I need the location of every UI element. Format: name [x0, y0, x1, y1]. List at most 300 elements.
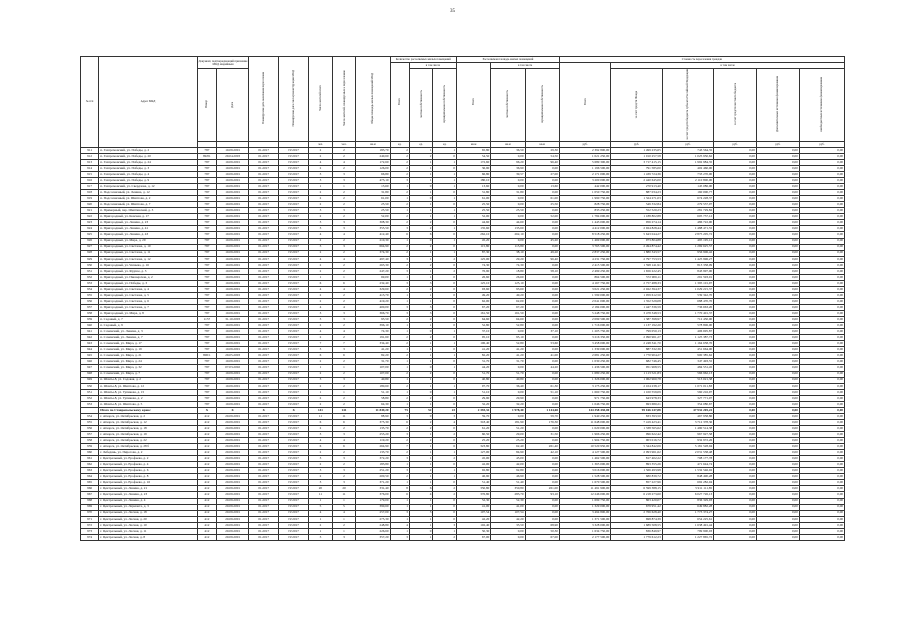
table-cell: 93,10: [525, 492, 559, 498]
table-cell: 0,00: [714, 202, 757, 208]
table-cell: п. Пригородный, ул. Ленина, д. 41: [99, 226, 198, 232]
table-cell: 4: [309, 329, 333, 335]
table-cell: 0,00: [714, 220, 757, 226]
table-cell: 3 021 250,00: [559, 286, 610, 292]
table-cell: IV.2017: [279, 401, 309, 407]
table-cell: 412: [197, 486, 216, 492]
table-cell: 864 500,00: [559, 274, 610, 280]
table-cell: 0,00: [799, 317, 844, 323]
table-cell: п. Пригородный, ул. Победы, д. 3: [99, 280, 198, 286]
table-cell: 4: [309, 510, 333, 516]
table-cell: 787: [197, 335, 216, 341]
table-cell: г. Центральный, ул. Лермонта, д. 3: [99, 504, 198, 510]
table-cell: 0,00: [525, 456, 559, 462]
table-cell: 2: [332, 153, 356, 159]
table-cell: IV.2017: [279, 335, 309, 341]
table-cell: 20.09.2001: [217, 456, 249, 462]
table-cell: 6: [390, 232, 409, 238]
table-cell: г. Аткарск, ул. Октябрьская, д. 19: [99, 432, 198, 438]
header-doc-date: Дата: [230, 101, 235, 108]
table-cell: 2: [332, 371, 356, 377]
table-cell: г. Центральный, ул. Лесная, д. 11: [99, 528, 198, 534]
table-cell: 0: [433, 401, 457, 407]
table-cell: 125,10: [457, 280, 491, 286]
table-cell: 937: [81, 305, 99, 311]
table-cell: 2: [433, 256, 457, 262]
table-cell: 2: [390, 171, 409, 177]
table-cell: 0,00: [799, 305, 844, 311]
table-cell: 1 021 250,00: [559, 153, 610, 159]
table-cell: 52,80: [457, 323, 491, 329]
table-cell: 01.2017: [249, 178, 279, 184]
table-cell: 01.2017: [249, 353, 279, 359]
table-cell: 01.2017: [249, 341, 279, 347]
table-cell: 0,00: [525, 395, 559, 401]
table-cell: 65,80: [457, 147, 491, 153]
table-cell: 107,00: [356, 371, 390, 377]
table-cell: 0,00: [799, 480, 844, 486]
table-cell: 442 000,00: [559, 184, 610, 190]
table-cell: п. Пригородный, ул. Светлова, д. 7: [99, 305, 198, 311]
table-cell: 412: [197, 504, 216, 510]
table-cell: г. Аткарск, ул. Октябрьская, д. 18: [99, 425, 198, 431]
table-cell: п. Пригородный, ул. Светлова, д. 11: [99, 250, 198, 256]
table-cell: 371,20: [356, 480, 390, 486]
table-cell: 0,00: [799, 516, 844, 522]
table-cell: 01.2017: [249, 280, 279, 286]
table-cell: IV.2017: [279, 444, 309, 450]
table-cell: 51,10: [525, 389, 559, 395]
table-cell: 947: [81, 365, 99, 371]
table-cell: 270 913,40: [611, 184, 662, 190]
table-cell: 1 716 000,00: [559, 323, 610, 329]
table-cell: 20.09.2001: [217, 474, 249, 480]
table-cell: 0: [433, 462, 457, 468]
table-cell: IV.2017: [279, 359, 309, 365]
table-cell: 275,30: [356, 516, 390, 522]
table-cell: 10.09.2001: [217, 196, 249, 202]
table-cell: 0,00: [714, 292, 757, 298]
table-cell: X: [217, 407, 249, 413]
table-cell: 374,30: [356, 250, 390, 256]
table-cell: 1 100 559,09: [611, 389, 662, 395]
table-cell: г. Аткарск, ул. Октябрьская, д. 12: [99, 419, 198, 425]
table-cell: 01.2017: [249, 214, 279, 220]
table-cell: 1: [433, 353, 457, 359]
table-cell: 1: [409, 323, 433, 329]
table-cell: 1: [433, 238, 457, 244]
table-cell: 933: [81, 280, 99, 286]
table-cell: 106,40: [457, 341, 491, 347]
table-cell: 3: [409, 311, 433, 317]
table-cell: 232,40: [356, 280, 390, 286]
table-cell: 1 125 387,73: [662, 335, 713, 341]
table-cell: 912: [81, 153, 99, 159]
table-cell: 0,00: [756, 232, 799, 238]
table-cell: 0,00: [799, 323, 844, 329]
table-cell: 1: [409, 377, 433, 383]
table-cell: 1 904 750,00: [559, 438, 610, 444]
table-cell: 41,00: [457, 504, 491, 510]
table-cell: 6 027 726,13: [662, 492, 713, 498]
table-cell: 247,20: [356, 268, 390, 274]
table-cell: 01.2017: [249, 153, 279, 159]
table-cell: 2: [309, 323, 333, 329]
table-cell: 0,00: [756, 184, 799, 190]
table-cell: IV.2017: [279, 202, 309, 208]
table-cell: 698 874,39: [611, 516, 662, 522]
table-cell: п. Пригородный, ул. Светлова, д. 12: [99, 256, 198, 262]
table-cell: 51,10: [356, 389, 390, 395]
table-cell: 01.2017: [249, 292, 279, 298]
table-cell: 41,00: [491, 504, 525, 510]
table-cell: 6: [390, 419, 409, 425]
table-cell: 350,80: [491, 486, 525, 492]
table-cell: 59,70: [525, 413, 559, 419]
table-cell: 0,00: [799, 184, 844, 190]
table-cell: 3: [332, 432, 356, 438]
table-cell: 4: [433, 419, 457, 425]
table-cell: 54,50: [457, 153, 491, 159]
table-cell: 0,00: [525, 280, 559, 286]
table-cell: 0,00: [525, 425, 559, 431]
table-cell: 654 225,61: [662, 516, 713, 522]
table-cell: 2: [332, 450, 356, 456]
table-cell: 969: [81, 504, 99, 510]
table-cell: 0,00: [714, 178, 757, 184]
table-cell: 33,50: [491, 522, 525, 528]
table-cell: 0,00: [799, 438, 844, 444]
unit-sqm: кв.м: [491, 141, 525, 147]
table-cell: 0,00: [714, 534, 757, 540]
table-cell: 2: [332, 292, 356, 298]
table-cell: 52,80: [491, 323, 525, 329]
table-cell: п. Шахты-8, ул. Тупикова, д. 15: [99, 389, 198, 395]
table-cell: 59,70: [457, 413, 491, 419]
table-cell: 0,00: [714, 486, 757, 492]
table-cell: 0,00: [799, 425, 844, 431]
table-cell: 01.2017: [249, 159, 279, 165]
table-cell: 11 648 000,00: [559, 419, 610, 425]
table-cell: 0,00: [799, 238, 844, 244]
table-cell: 25,20: [491, 438, 525, 444]
table-cell: 1 371 500,00: [559, 516, 610, 522]
table-cell: 0,00: [756, 226, 799, 232]
table-cell: 6: [409, 232, 433, 238]
table-cell: 10.09.2001: [217, 244, 249, 250]
table-cell: 943: [81, 341, 99, 347]
table-cell: п. Подсолнечный, ул. Ленина, д. 12: [99, 190, 198, 196]
table-cell: IV.2017: [279, 504, 309, 510]
table-cell: 0,00: [714, 244, 757, 250]
table-cell: 0,00: [714, 419, 757, 425]
table-cell: 347 493,55: [662, 359, 713, 365]
table-cell: г. Аткарск, ул. Октябрьская, д. 22: [99, 438, 198, 444]
table-cell: 2: [409, 335, 433, 341]
table-cell: 787: [197, 232, 216, 238]
table-cell: 1 025 950,62: [662, 153, 713, 159]
table-cell: 1 352 529,08: [611, 298, 662, 304]
table-cell: 940: [81, 323, 99, 329]
table-cell: 0: [433, 438, 457, 444]
table-cell: 1 436 500,00: [559, 365, 610, 371]
table-cell: 787: [197, 256, 216, 262]
table-cell: 578 806,00: [662, 323, 713, 329]
table-cell: 572 906,11: [611, 274, 662, 280]
table-cell: 0,00: [756, 347, 799, 353]
table-cell: 01.2017: [249, 528, 279, 534]
table-cell: 0,00: [799, 250, 844, 256]
table-cell: 0,00: [525, 274, 559, 280]
table-cell: 145 086,00: [662, 184, 713, 190]
table-cell: 0,00: [525, 190, 559, 196]
table-cell: 0,00: [799, 444, 844, 450]
table-cell: 4: [309, 159, 333, 165]
table-cell: 0,00: [714, 413, 757, 419]
table-cell: IV.2017: [279, 147, 309, 153]
table-cell: 2: [390, 474, 409, 480]
table-cell: 4: [332, 256, 356, 262]
table-cell: 922: [81, 214, 99, 220]
table-cell: 973 804,88: [611, 238, 662, 244]
table-cell: 135,60: [457, 226, 491, 232]
table-cell: 3: [332, 226, 356, 232]
table-cell: 2: [309, 401, 333, 407]
table-cell: 01.2017: [249, 196, 279, 202]
table-cell: 0,00: [756, 462, 799, 468]
table-cell: 0,00: [799, 208, 844, 214]
header-residents: Число жителей всего: [317, 85, 322, 112]
table-cell: 42,10: [525, 450, 559, 456]
header-doc-number: Номер: [204, 100, 209, 109]
table-cell: 2: [332, 395, 356, 401]
table-cell: 412: [197, 413, 216, 419]
table-cell: 3: [332, 244, 356, 250]
table-cell: 127,00: [457, 450, 491, 456]
table-cell: 643 978,33: [611, 395, 662, 401]
table-cell: 1 046 750,00: [559, 401, 610, 407]
table-cell: 176,30: [525, 419, 559, 425]
table-cell: 1 050 750,00: [559, 190, 610, 196]
table-cell: 161,50: [457, 311, 491, 317]
table-cell: 3: [309, 220, 333, 226]
table-cell: 2: [309, 522, 333, 528]
table-cell: 1 880 343,57: [611, 250, 662, 256]
table-cell: 1 499 235,65: [611, 147, 662, 153]
table-cell: 3: [309, 208, 333, 214]
table-cell: г. Центральный, ул. Ленина, д. 21: [99, 486, 198, 492]
table-cell: 1 490 514,38: [662, 425, 713, 431]
table-cell: 0,00: [714, 214, 757, 220]
header-cost-total: Всего: [582, 97, 587, 105]
table-cell: IV.2017: [279, 468, 309, 474]
table-cell: 915: [81, 171, 99, 177]
table-cell: 31,50: [525, 432, 559, 438]
table-cell: п. Пригородный, ул. Ленина, д. 43: [99, 232, 198, 238]
table-cell: IV.2017: [279, 432, 309, 438]
table-cell: 2: [309, 335, 333, 341]
table-cell: 467 958,86: [662, 413, 713, 419]
table-cell: 10.09.2001: [217, 226, 249, 232]
table-cell: 1: [390, 528, 409, 534]
table-cell: 0,00: [525, 335, 559, 341]
table-cell: 787: [197, 184, 216, 190]
table-cell: IV.2017: [279, 419, 309, 425]
table-cell: 20.09.2001: [217, 480, 249, 486]
table-cell: 10.09.2001: [217, 383, 249, 389]
table-cell: IV.2017: [279, 486, 309, 492]
table-cell: 10.09.2001: [217, 401, 249, 407]
table-cell: IV.2017: [279, 456, 309, 462]
table-cell: 929: [81, 256, 99, 262]
table-cell: 183,80: [356, 462, 390, 468]
table-cell: 857 227,96: [611, 480, 662, 486]
table-cell: 102,40: [457, 522, 491, 528]
table-cell: 01.2017: [249, 450, 279, 456]
table-cell: 2: [332, 522, 356, 528]
table-cell: 412: [197, 474, 216, 480]
table-cell: 179,00: [356, 498, 390, 504]
table-cell: IV.2017: [279, 153, 309, 159]
table-cell: 412: [197, 522, 216, 528]
table-cell: 45,00: [491, 456, 525, 462]
table-cell: 1: [309, 389, 333, 395]
table-cell: 42,20: [457, 516, 491, 522]
table-cell: 183,70: [356, 147, 390, 153]
table-cell: 843 997,00: [662, 268, 713, 274]
table-cell: 257,00: [356, 510, 390, 516]
table-cell: 2: [309, 474, 333, 480]
table-cell: 20: [332, 486, 356, 492]
table-cell: 552 520,23: [611, 208, 662, 214]
table-cell: 01.2017: [249, 311, 279, 317]
table-cell: 919: [81, 196, 99, 202]
table-cell: 0,00: [525, 480, 559, 486]
table-cell: 0: [433, 323, 457, 329]
header-address: Адрес МКД: [99, 57, 198, 148]
table-cell: 01.2017: [249, 268, 279, 274]
table-cell: 1: [309, 528, 333, 534]
table-cell: 787: [197, 292, 216, 298]
table-cell: 23: [433, 407, 457, 413]
table-cell: 264,90: [356, 444, 390, 450]
table-cell: 01.2017: [249, 413, 279, 419]
table-cell: 0,00: [714, 256, 757, 262]
table-cell: 4 412 000,00: [559, 226, 610, 232]
table-cell: 01.2017: [249, 244, 279, 250]
table-cell: 1: [390, 329, 409, 335]
table-cell: 0,00: [756, 438, 799, 444]
table-cell: 996 622,42: [611, 432, 662, 438]
table-cell: 3: [309, 534, 333, 540]
table-cell: 42,00: [457, 462, 491, 468]
table-cell: 1: [409, 341, 433, 347]
table-cell: 31,70: [457, 359, 491, 365]
table-cell: 3: [332, 171, 356, 177]
table-cell: 41,20: [356, 347, 390, 353]
table-cell: 2: [433, 492, 457, 498]
table-cell: 1 699 750,00: [559, 498, 610, 504]
table-cell: 967: [81, 492, 99, 498]
table-cell: г. Аткарск, ул. Октябрьская, д. 28 б: [99, 444, 198, 450]
table-cell: 4 127 500,00: [559, 450, 610, 456]
table-cell: 18,80: [491, 268, 525, 274]
table-cell: 1: [390, 323, 409, 329]
table-cell: 3: [409, 510, 433, 516]
table-cell: 20.09.2001: [217, 462, 249, 468]
table-cell: 3: [409, 305, 433, 311]
table-cell: г. Центральный, ул. Лесная, д. 8: [99, 534, 198, 540]
table-cell: 10.09.2001: [217, 250, 249, 256]
table-cell: 200,50: [356, 474, 390, 480]
table-cell: г. Центральный, ул. Лесная, д. 18: [99, 510, 198, 516]
table-cell: 226,60: [356, 528, 390, 534]
table-cell: 787: [197, 280, 216, 286]
table-cell: 0,00: [491, 365, 525, 371]
table-cell: 10.09.2001: [217, 274, 249, 280]
table-cell: 10.09.2001: [217, 262, 249, 268]
table-cell: 1: [390, 347, 409, 353]
unit-rub: руб.: [611, 141, 662, 147]
header-rooms-private: частная собственность: [418, 90, 423, 119]
unit-rub: руб.: [799, 141, 844, 147]
table-cell: 495 195,12: [662, 238, 713, 244]
table-cell: 0,00: [756, 317, 799, 323]
table-cell: 2: [332, 268, 356, 274]
table-cell: 2: [332, 359, 356, 365]
table-cell: 484 531,45: [662, 365, 713, 371]
table-cell: 01.2017: [249, 165, 279, 171]
table-cell: 0: [433, 498, 457, 504]
table-cell: 2: [390, 159, 409, 165]
table-cell: 3: [433, 522, 457, 528]
table-cell: 0,00: [714, 305, 757, 311]
table-cell: 2: [309, 395, 333, 401]
table-cell: IV.2017: [279, 341, 309, 347]
table-cell: 01.2017: [249, 335, 279, 341]
table-cell: п. Садовый, д. 9: [99, 323, 198, 329]
table-cell: 97,70: [457, 383, 491, 389]
table-cell: 92,80: [491, 468, 525, 474]
table-cell: 10 520 950,00: [559, 444, 610, 450]
table-cell: 787: [197, 395, 216, 401]
table-cell: 2: [332, 196, 356, 202]
table-cell: 4: [332, 159, 356, 165]
table-cell: 2 031 538,48: [662, 450, 713, 456]
table-cell: 2: [409, 220, 433, 226]
table-cell: 2 177 500,00: [559, 534, 610, 540]
table-cell: 10.09.2001: [217, 341, 249, 347]
table-cell: 0,00: [525, 462, 559, 468]
table-cell: 0,00: [799, 329, 844, 335]
table-cell: 4 167 750,00: [559, 280, 610, 286]
table-cell: 0,00: [756, 492, 799, 498]
table-cell: 0,00: [799, 395, 844, 401]
table-cell: 95,10: [457, 335, 491, 341]
table-cell: 956: [81, 425, 99, 431]
table-cell: 8 518 250,00: [559, 232, 610, 238]
table-cell: 1 113 521,83: [611, 371, 662, 377]
table-cell: 3 478 348,53: [611, 311, 662, 317]
table-cell: 0,00: [714, 165, 757, 171]
table-cell: 0,00: [756, 510, 799, 516]
table-cell: 2: [390, 262, 409, 268]
table-cell: 0,00: [799, 377, 844, 383]
table-cell: 0,00: [756, 335, 799, 341]
table-cell: IV.2017: [279, 317, 309, 323]
table-cell: 0,00: [799, 268, 844, 274]
table-cell: 3 494 800,00: [559, 510, 610, 516]
